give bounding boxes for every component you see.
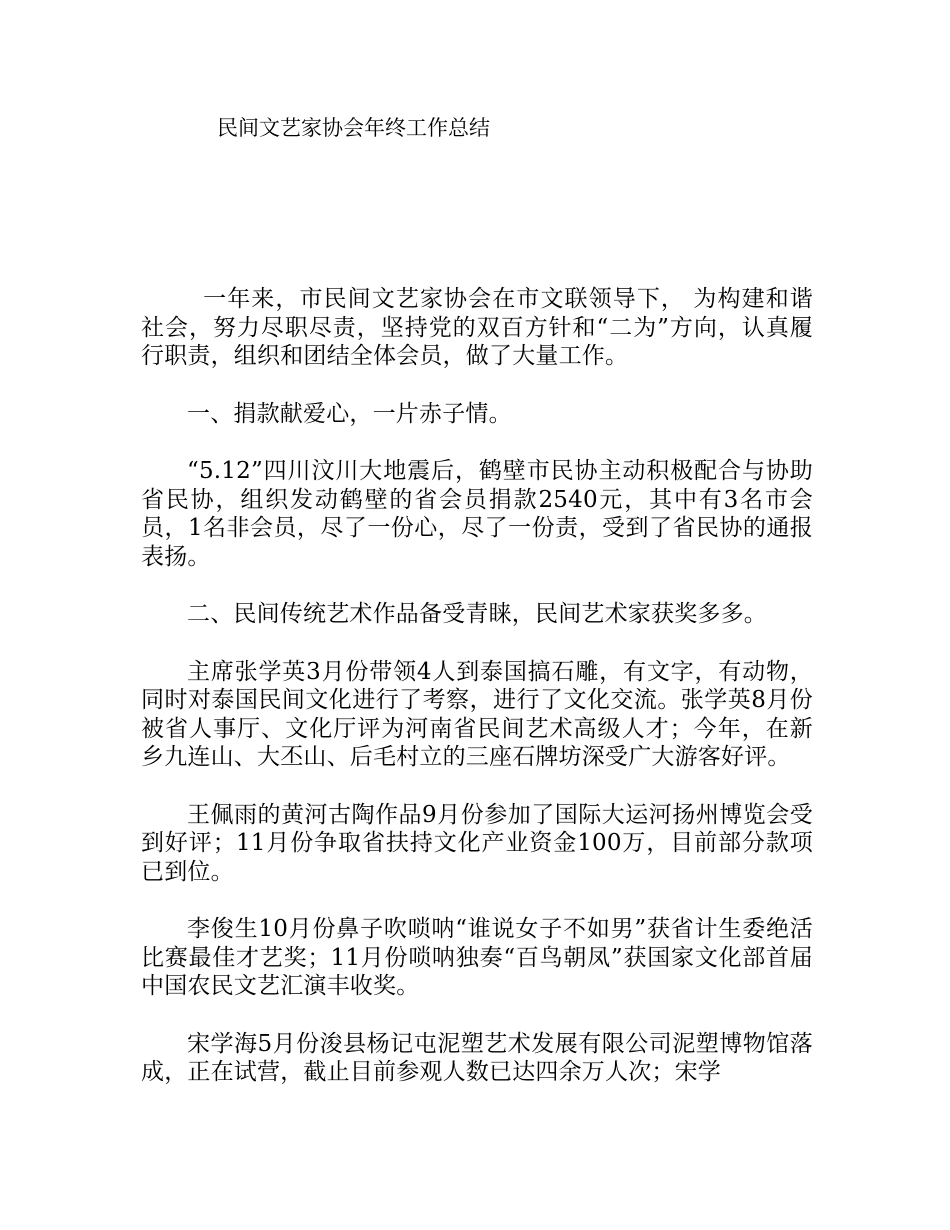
- paragraph-gap: [141, 571, 813, 600]
- paragraph-gap: [141, 428, 813, 457]
- paragraph-song-xuehai: 宋学海5月份浚县杨记屯泥塑艺术发展有限公司泥塑博物馆落成，正在试营，截止目前参观人数已达四余万人次；宋学: [141, 1030, 813, 1085]
- paragraph-li-junsheng: 李俊生10月份鼻子吹唢呐“谁说女子不如男”获省计生委绝活比赛最佳才艺奖；11月份唢呐独奏“百鸟朝凤”获国家文化部首届中国农民文艺汇演丰收奖。: [141, 916, 813, 999]
- document-title: 民间文艺家协会年终工作总结: [217, 116, 490, 140]
- paragraph-intro: 一年来，市民间文艺家协会在市文联领导下， 为构建和谐社会，努力尽职尽责，坚持党的双百方针和“二为”方向，认真履行职责，组织和团结全体会员，做了大量工作。: [141, 286, 813, 369]
- document-body: [141, 285, 813, 1087]
- paragraph-zhang-xueying: 主席张学英3月份带领4人到泰国搞石雕，有文字，有动物，同时对泰国民间文化进行了考察，进行了文化交流。张学英8月份被省人事厅、文化厅评为河南省民间艺术高级人才；今年，在新乡九连山、大丕山、后毛村立的三座石牌坊深受广大游客好评。: [141, 658, 813, 770]
- paragraph-wang-peiyu: 王佩雨的黄河古陶作品9月份参加了国际大运河扬州博览会受到好评；11月份争取省扶持文化产业资金100万，目前部分款项已到位。: [141, 801, 813, 885]
- paragraph-gap: [141, 772, 813, 801]
- paragraph-gap: [141, 886, 813, 915]
- paragraph-gap: [141, 1001, 813, 1030]
- paragraph-gap: [141, 371, 813, 400]
- section-heading-awards: 二、民间传统艺术作品备受青睐，民间艺术家获奖多多。: [187, 601, 767, 627]
- paragraph-donation: “5.12”四川汶川大地震后，鹤壁市民协主动积极配合与协助省民协，组织发动鹤壁的省会员捐款2540元，其中有3名市会员，1名非会员，尽了一份心，尽了一份责，受到了省民协的通报表扬。: [141, 458, 813, 570]
- section-heading-donation: 一、捐款献爱心，一片赤子情。: [187, 400, 512, 427]
- paragraph-gap: [141, 629, 813, 658]
